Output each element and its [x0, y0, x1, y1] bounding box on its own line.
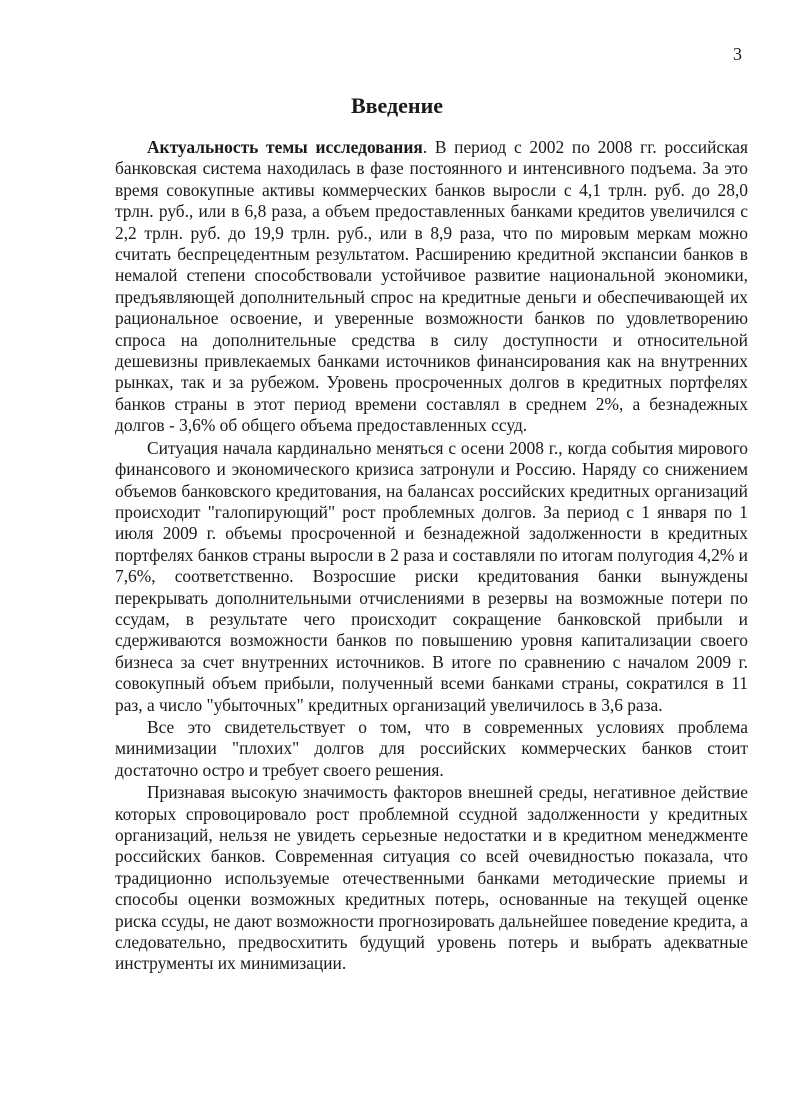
document-body: [115, 137, 748, 976]
paragraph-problem: [115, 717, 748, 781]
paragraph-text: Все это свидетельствует о том, что в современных условиях проблема минимизации "плохих" долгов для российских коммерческих банков стоит достаточно остро и требует своего решения.: [115, 716, 748, 780]
page-number: 3: [733, 44, 742, 64]
paragraph-lead: Актуальность темы исследования: [147, 137, 423, 157]
paragraph-relevance: [115, 137, 748, 437]
paragraph-crisis: [115, 438, 748, 716]
paragraph-management: [115, 782, 748, 975]
paragraph-text: . В период с 2002 по 2008 гг. российская банковская система находилась в фазе постоянного и интенсивного подъема. За это время совокупные активы коммерческих банков выросли с 4,1 трлн. руб. до 28,0 трлн. руб., или в 6,8 раза, а объем предоставленных банками кредитов увеличился с 2,2 трлн. руб. до 19,9 трлн. руб., или в 8,9 раза, что по мировым меркам можно считать беспрецедентным результатом. Расширению кредитной экспансии банков в немалой степени способствовали устойчивое развитие национальной экономики, предъявляющей дополнительный спрос на кредитные деньги и обеспечивающей их рациональное освоение, и уверенные возможности банков по удовлетворению спроса на дополнительные средства в силу доступности и относительной дешевизны привлекаемых банками источников финансирования как на внутренних рынках, так и за рубежом. Уровень просроченных долгов в кредитных портфелях банков страны в этот период времени составлял в среднем 2%, а безнадежных долгов - 3,6% об общего объема предоставленных ссуд.: [115, 137, 748, 436]
paragraph-text: Признавая высокую значимость факторов внешней среды, негативное действие которых спровоцировало рост проблемной ссудной задолженности у кредитных организаций, нельзя не увидеть серьезные недостатки и в кредитном менеджменте российских банков. Современная ситуация со всей очевидностью показала, что традиционно используемые отечественными банками методические приемы и способы оценки возможных кредитных потерь, основанные на текущей оценке риска ссуды, не дают возможности прогнозировать дальнейшее поведение кредита, а следовательно, предвосхитить будущий уровень потерь и выбрать адекватные инструменты их минимизации.: [115, 782, 748, 974]
page-title: Введение: [350, 93, 444, 118]
paragraph-text: Ситуация начала кардинально меняться с осени 2008 г., когда события мирового финансового и экономического кризиса затронули и Россию. Наряду со снижением объемов банковского кредитования, на балансах российских кредитных организаций происходит "галопирующий" рост проблемных долгов. За период с 1 января по 1 июля 2009 г. объемы просроченной и безнадежной задолженности в кредитных портфелях банков страны выросли в 2 раза и составляли по итогам полугодия 4,2% и 7,6%, соответственно. Возросшие риски кредитования банки вынуждены перекрывать дополнительными отчислениями в резервы на возможные потери по ссудам, в результате чего происходит сокращение банковской прибыли и сдерживаются возможности банков по повышению уровня капитализации своего бизнеса за счет внутренних источников. В итоге по сравнению с началом 2009 г. совокупный объем прибыли, полученный всеми банками страны, сократился в 11 раз, а число "убыточных" кредитных организаций увеличилось в 3,6 раза.: [115, 437, 748, 715]
